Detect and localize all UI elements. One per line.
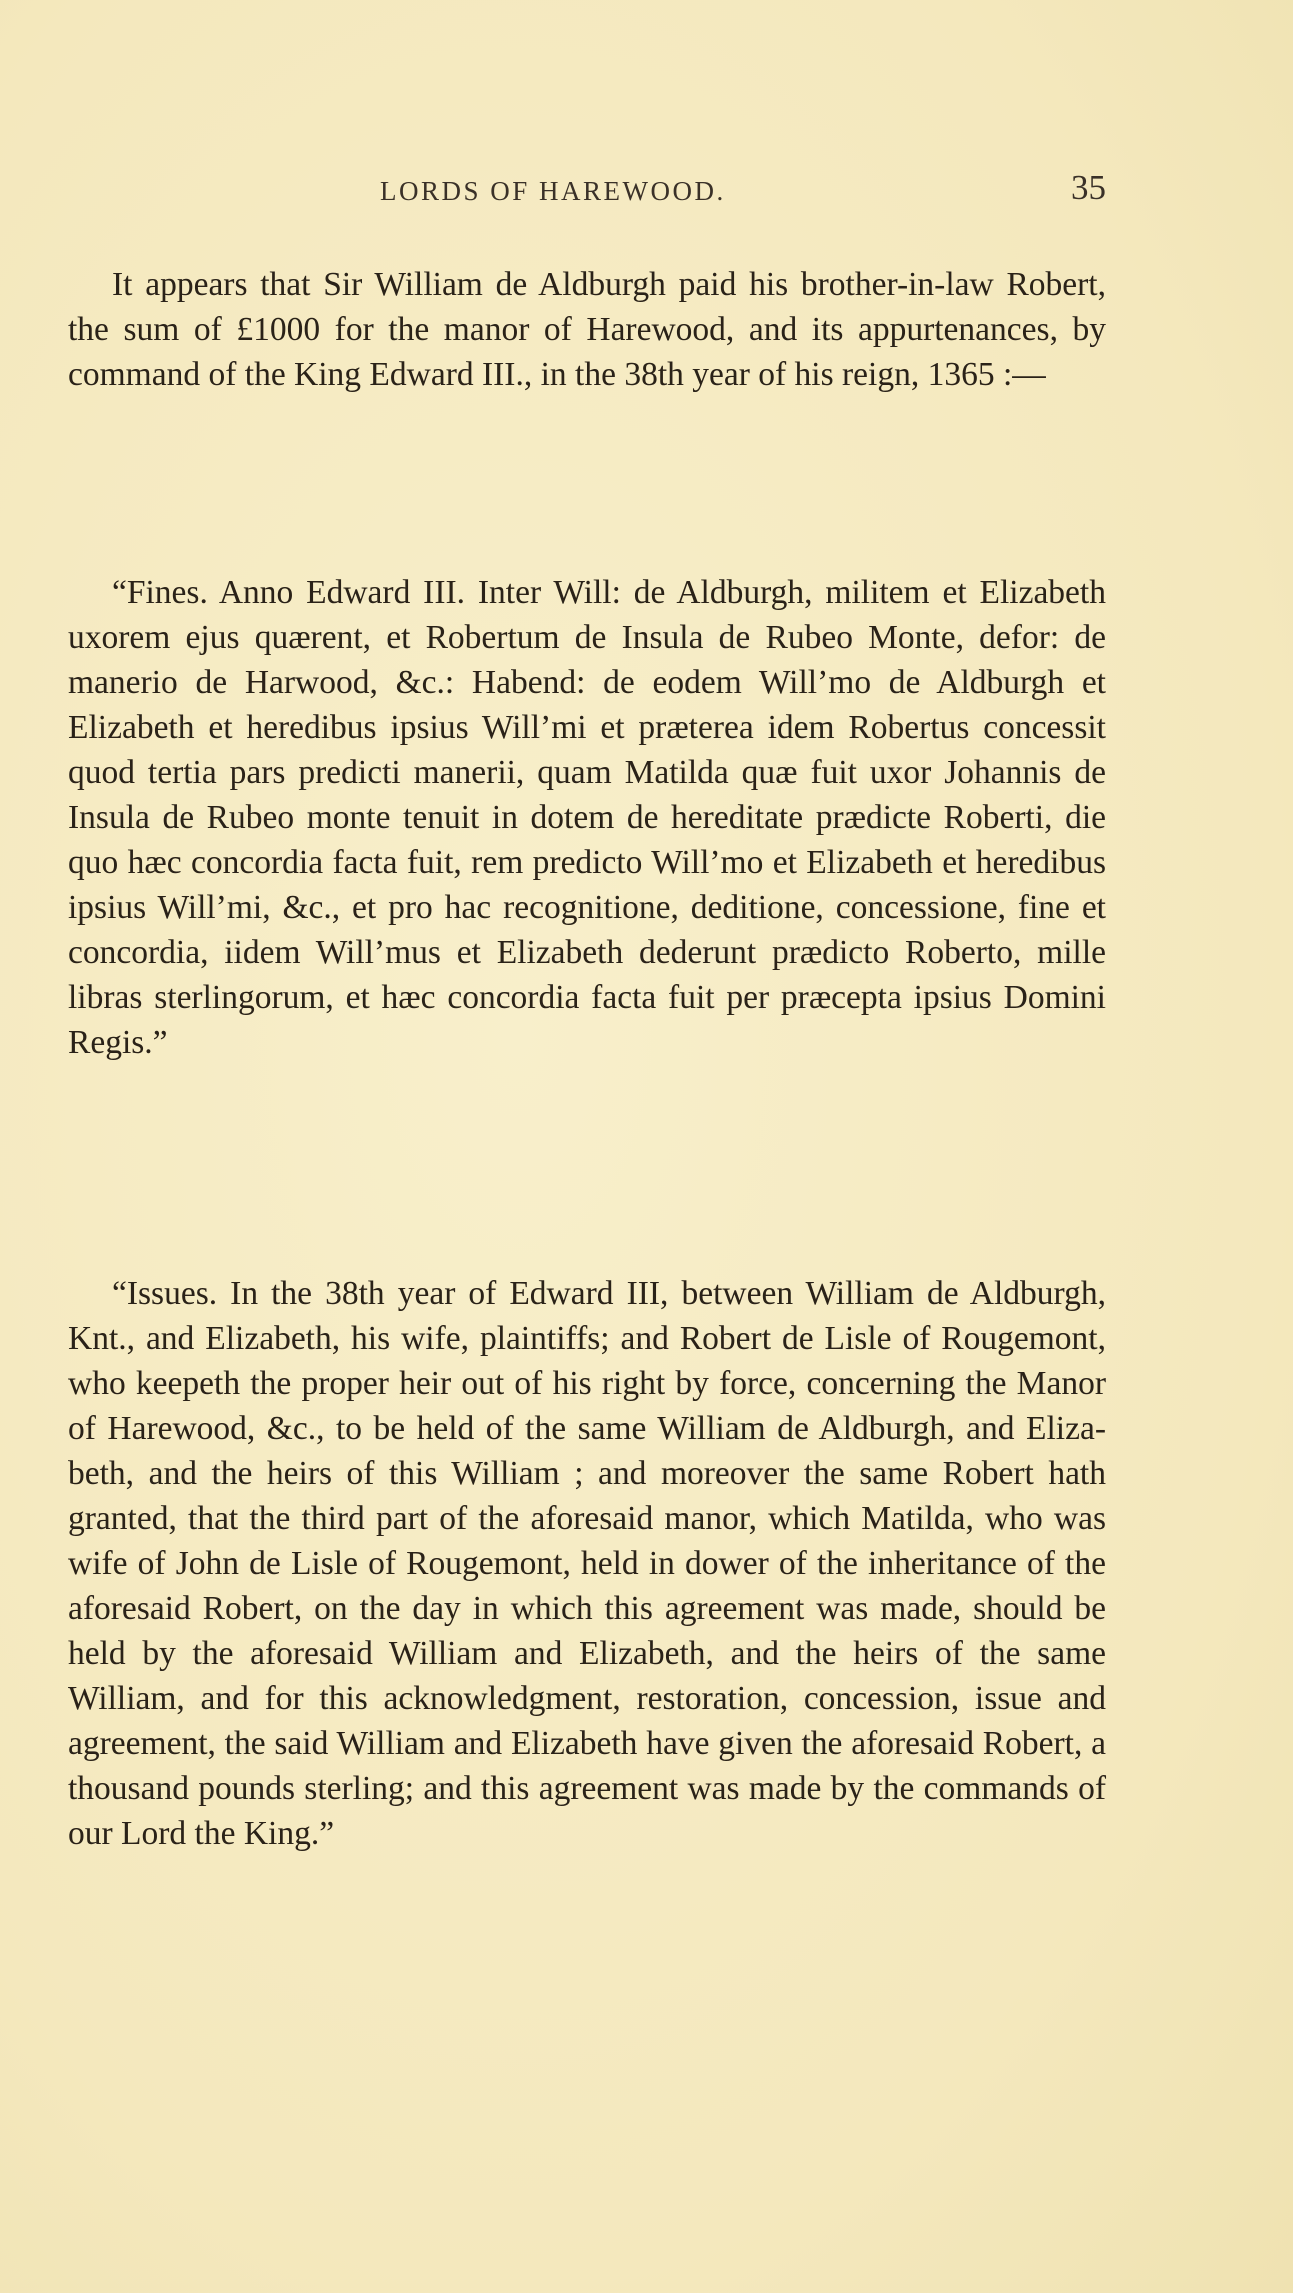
page-number: 35 [1071, 168, 1106, 207]
running-head [68, 168, 1106, 218]
paragraph-intro: It appears that Sir William de Aldburgh paid his brother-in-law Robert, the sum of £1000 for the manor of Harewood, and its appurtenances, by command of the King Edward III., in the 38th year of his reign, 1365 :— [68, 266, 1106, 393]
running-title: LORDS OF HAREWOOD. [380, 176, 726, 206]
paragraph-issues-translation: “Issues. In the 38th year of Edward III, between William de Aldburgh, Knt., and Elizabeth, his wife, plaintiffs; and Robert de Lisle of Rougemont, who keepeth the proper heir out of his right by force, concerning the Manor of Harewood, &c., to be held of the same William de Aldburgh, and Eliza-beth, and the heirs of this William ; and moreover the same Robert hath granted, that the third part of the aforesaid manor, which Matilda, who was wife of John de Lisle of Rougemont, held in dower of the inheritance of the aforesaid Robert, on the day in which this agreement was made, should be held by the aforesaid William and Elizabeth, and the heirs of the same William, and for this acknowledgment, restoration, concession, issue and agreement, the said William and Elizabeth have given the aforesaid Robert, a thousand pounds sterling; and this agreement was made by the commands of our Lord the King.” [68, 1275, 1106, 1852]
paragraph-latin-fines: “Fines. Anno Edward III. Inter Will: de Aldburgh, militem et Elizabeth uxorem ejus quærent, et Robertum de Insula de Rubeo Monte, defor: de manerio de Harwood, &c.: Habend: de eodem Will’mo de Aldburgh et Elizabeth et heredibus ipsius Will’mi et præterea idem Robertus concessit quod tertia pars predicti manerii, quam Matilda quæ fuit uxor Johannis de Insula de Rubeo monte tenuit in dotem de hereditate prædicte Roberti, die quo hæc concordia facta fuit, rem predicto Will’mo et Elizabeth et heredibus ipsius Will’mi, &c., et pro hac recognitione, deditione, concessione, fine et concordia, iidem Will’mus et Elizabeth dederunt prædicto Roberto, mille libras sterlingorum, et hæc concordia facta fuit per præcepta ipsius Domini Regis.” [68, 574, 1106, 1061]
